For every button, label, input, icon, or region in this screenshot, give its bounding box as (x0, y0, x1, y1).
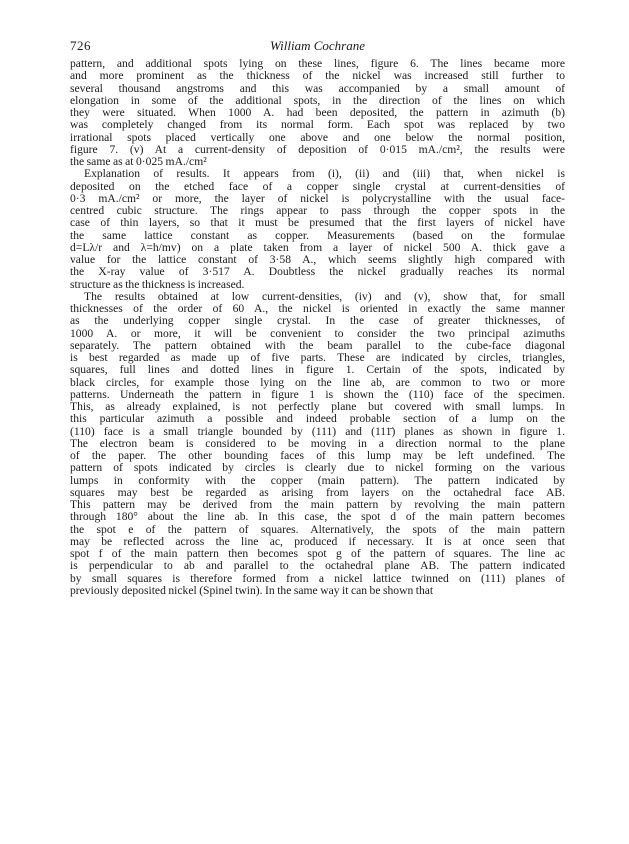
text-line: 1000 A. or more, it will be convenient to consider the two principal azimuths (70, 326, 565, 340)
text-line: they were situated. When 1000 A. had been deposited, the pattern in azimuth (b) (70, 106, 565, 119)
text-line: several thousand angstroms and this was accompanied by a small amount of (70, 81, 565, 95)
page-header (70, 38, 565, 58)
text-line: d=Lλ/r and λ=h/mv) on a plate taken from a layer of nickel 500 A. thick gave a (70, 240, 565, 254)
text-line: was completely changed from its normal form. Each spot was replaced by two (70, 118, 565, 132)
text-line: value for the lattice constant of 3·58 A., which seems slightly high compared with (70, 253, 565, 266)
text-line: the same as at 0·025 mA./cm² (70, 155, 207, 168)
text-line: thicknesses of the order of 60 A., the nickel is oriented in exactly the same manner (70, 302, 565, 315)
text-line: 0·3 mA./cm² or more, the layer of nickel is polycrystalline with the usual face- (70, 191, 565, 205)
document-page (70, 38, 565, 597)
text-line: (110) face is a small triangle bounded by (111) and (111̄) planes as shown in figure 1. (70, 424, 565, 438)
text-line: by small squares is therefore formed from a nickel lattice twinned on (111) planes of (70, 571, 565, 585)
text-line: lumps in conformity with the copper (main pattern). The pattern indicated by (70, 473, 565, 487)
text-line: structure as the thickness is increased. (70, 277, 245, 291)
text-line: the same lattice constant as copper. Measurements (based on the formulae (70, 228, 565, 242)
text-line: and more prominent as the thickness of the nickel was increased still further to (70, 69, 565, 83)
running-title: William Cochrane (270, 38, 365, 53)
text-line: figure 7. (v) At a current-density of deposition of 0·015 mA./cm², the results were (70, 142, 565, 156)
text-line: of the paper. The other bounding faces of this lump may be left undefined. The (70, 449, 565, 462)
text-line: This pattern may be derived from the main pattern by revolving the main pattern (70, 498, 565, 511)
text-line: separately. The pattern obtained with the beam parallel to the cube-face diagonal (70, 338, 565, 352)
text-line: Explanation of results. It appears from (i), (ii) and (iii) that, when nickel is (84, 167, 565, 181)
text-line: This, as already explained, is not perfectly plane but covered with small lumps. In (70, 400, 565, 413)
page-number: 726 (70, 38, 91, 53)
text-line: the spot e of the pattern of squares. Alternatively, the spots of the main pattern (70, 522, 565, 536)
text-line: The electron beam is considered to be moving in a direction normal to the plane (70, 436, 565, 450)
text-line: squares, full lines and dotted lines in figure 1. Certain of the spots, indicated by (70, 363, 565, 377)
text-line: as the underlying copper single crystal. In the case of greater thicknesses, of (70, 314, 565, 328)
text-line: black circles, for example those lying on the line ab, are common to two or more (70, 375, 565, 389)
text-line: is perpendicular to ab and parallel to the octahedral plane AB. The pattern indicated (70, 559, 565, 573)
paragraph (70, 168, 565, 291)
text-line: previously deposited nickel (Spinel twin). In the same way it can be shown that (70, 583, 434, 597)
paragraph (70, 291, 565, 597)
text-line: may be reflected across the line ac, produced if necessary. It is at once seen that (70, 534, 565, 548)
text-line: irrational spots placed vertically one above and one below the normal position, (70, 130, 565, 144)
text-line: patterns. Underneath the pattern in figure 1 is shown the (110) face of the specimen. (70, 387, 565, 401)
text-line: the X-ray value of 3·517 A. Doubtless the nickel gradually reaches its normal (70, 265, 565, 279)
text-line: centred cubic structure. The rings appear to pass through the copper spots in the (70, 204, 565, 217)
text-line: squares may best be regarded as arising from layers on the octahedral face AB. (70, 485, 565, 499)
text-line: pattern, and additional spots lying on these lines, figure 6. The lines became more (70, 57, 565, 70)
text-line: case of thin layers, so that it must be presumed that the first layers of nickel have (70, 216, 565, 230)
text-line: The results obtained at low current-densities, (iv) and (v), show that, for small (84, 289, 565, 303)
text-line: through 180° about the line ab. In this case, the spot d of the main pattern becomes (70, 510, 565, 524)
text-line: elongation in some of the additional spots, in the direction of the lines on which (70, 93, 565, 107)
text-line: this particular azimuth a possible and indeed probable section of a lump on the (70, 412, 565, 426)
text-line: pattern of spots indicated by circles is clearly due to nickel forming on the various (70, 461, 565, 475)
body-text (70, 58, 565, 597)
text-line: deposited on the etched face of a copper single crystal at current-densities of (70, 179, 565, 193)
text-line: spot f of the main pattern then becomes spot g of the pattern of squares. The line ac (70, 547, 565, 560)
paragraph (70, 58, 565, 168)
text-line: is best regarded as made up of five parts. These are indicated by circles, triangles, (70, 351, 565, 364)
